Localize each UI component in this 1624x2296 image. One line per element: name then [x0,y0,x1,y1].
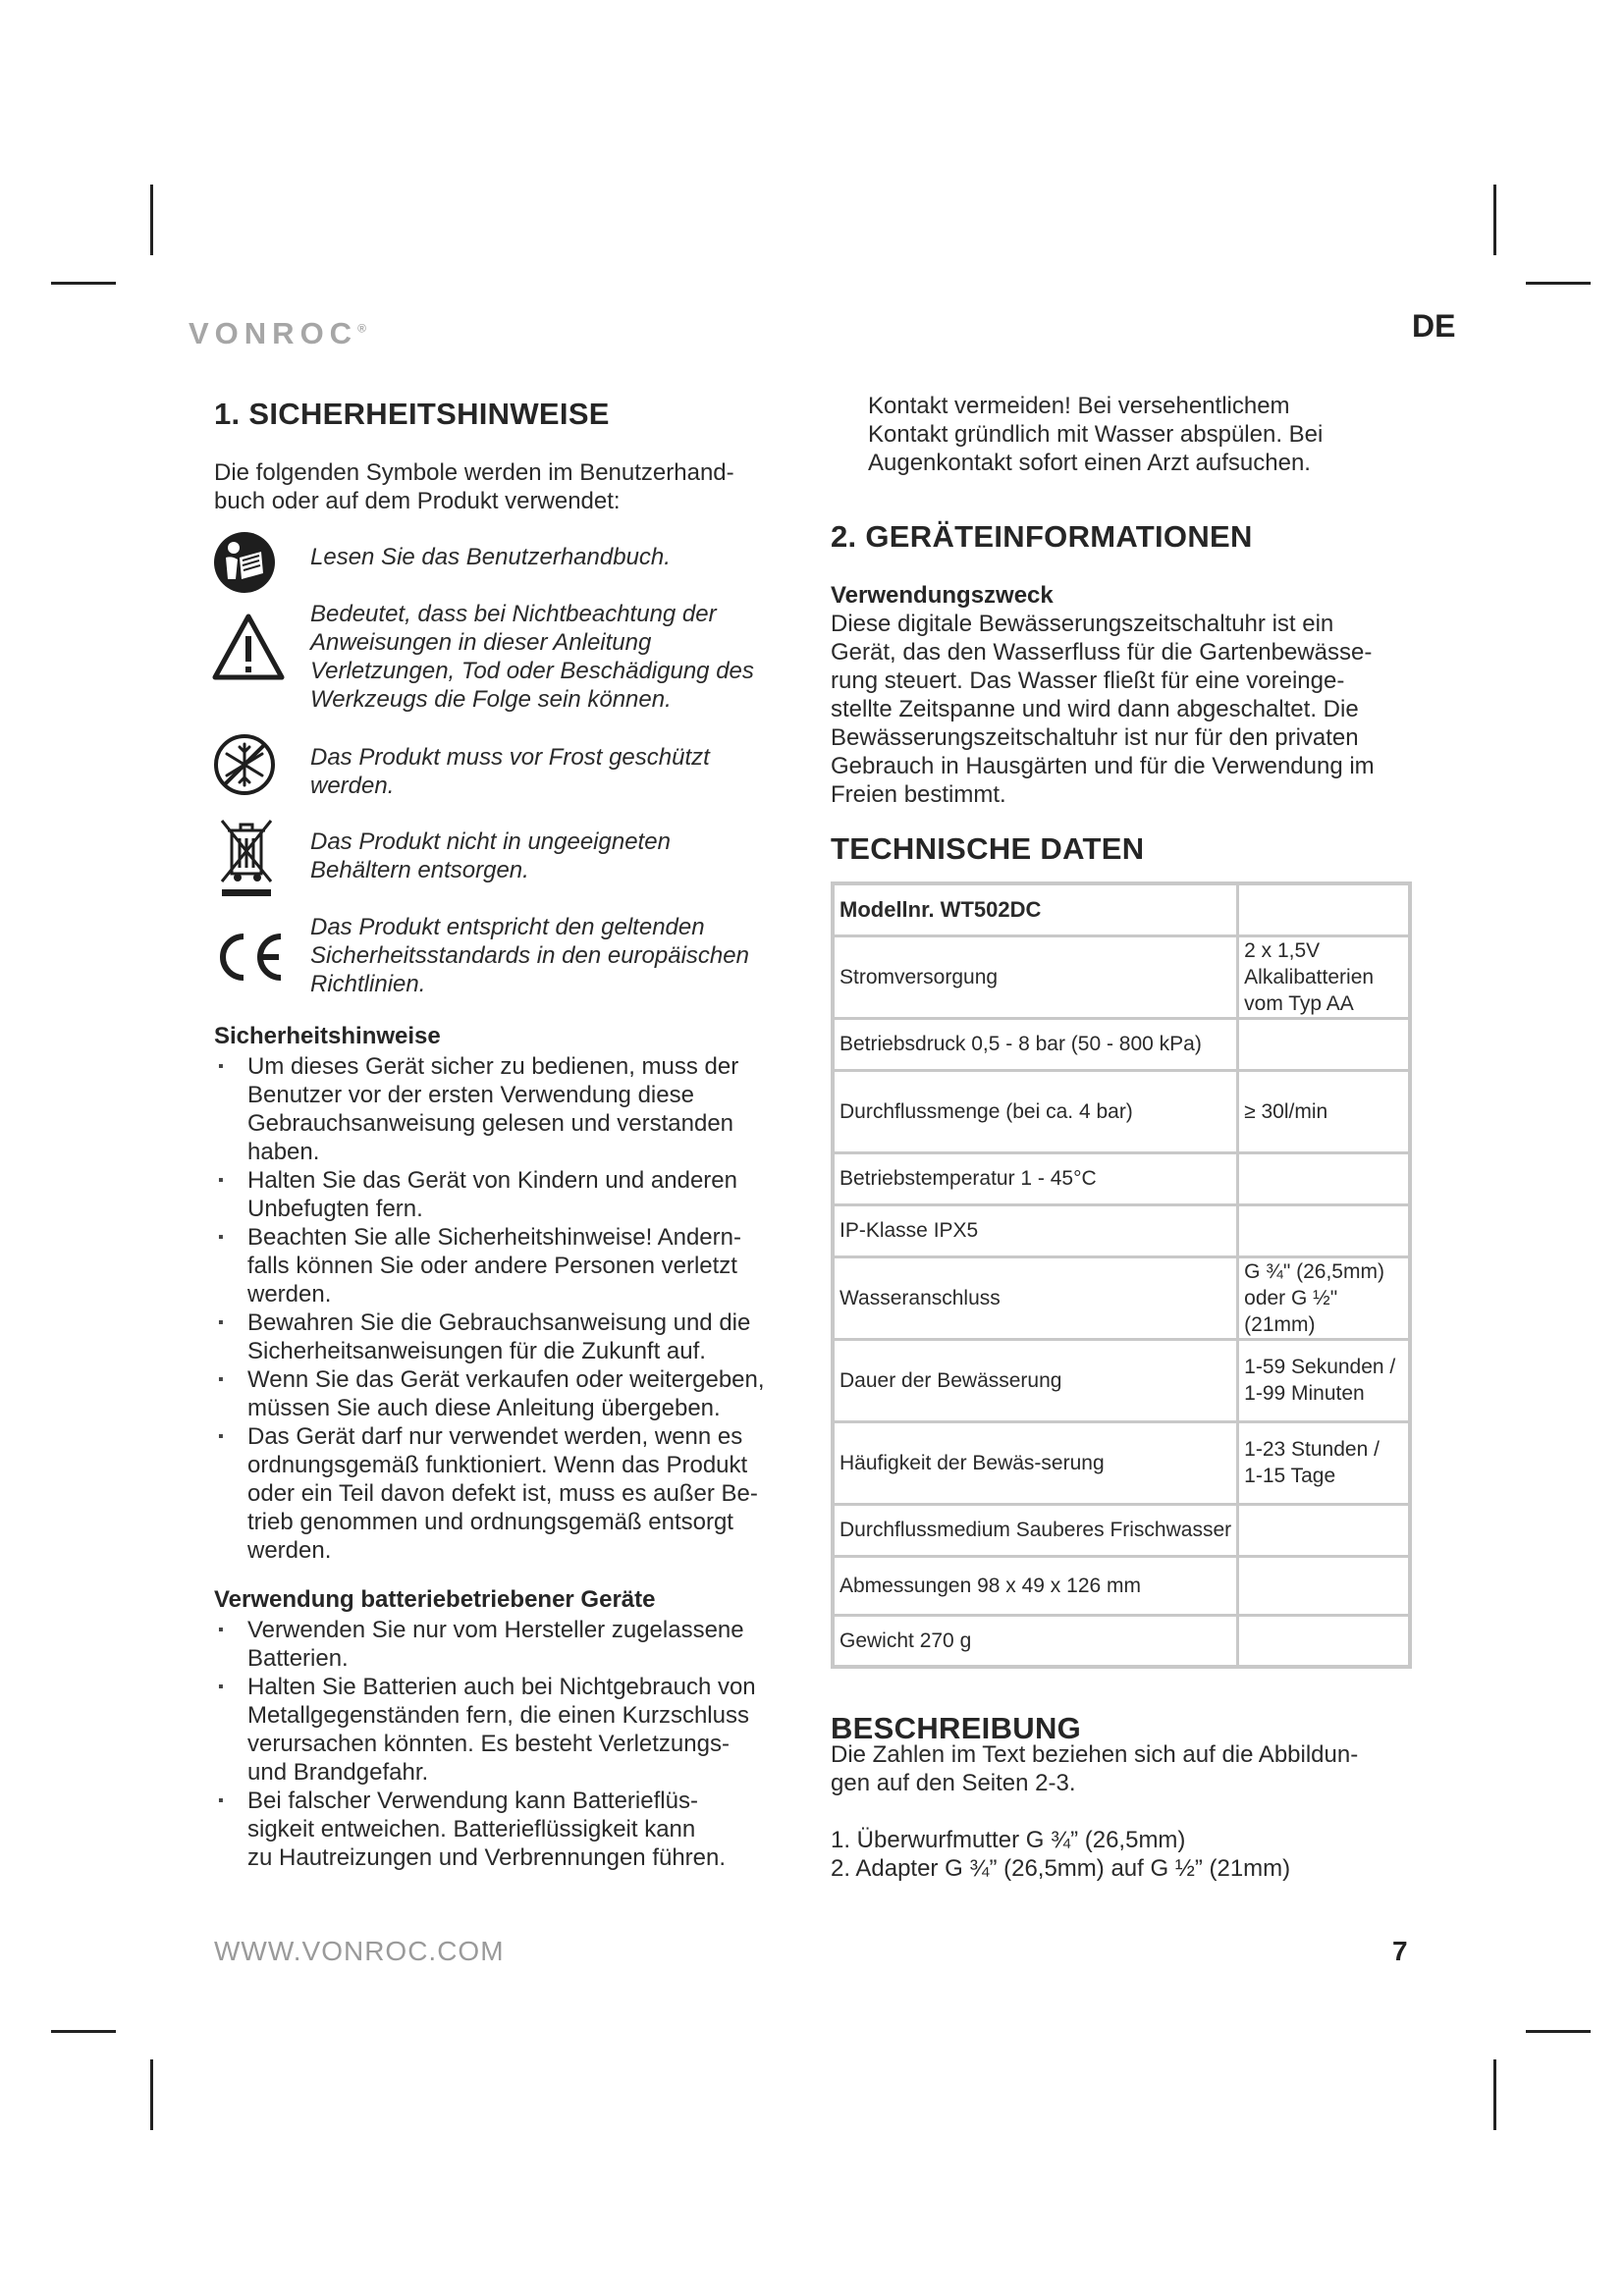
table-cell: Dauer der Bewässerung [833,1339,1238,1421]
table-row [833,1504,1410,1556]
table-cell: Abmessungen 98 x 49 x 126 mm [833,1556,1238,1615]
use-text: Diese digitale Bewässerungszeitschaltuhr ist ein Gerät, das den Wasserfluss für die Gartenbewässe- rung steuert. Das Wasser fließt für eine voreinge- stellte Zeitspanne und wird dann abgeschaltet. Die Bewässerungszeitschaltuhr ist nur für den privaten Gebrauch in Hausgärten und für die Verwendung im Freien bestimmt. [831,611,1375,808]
table-cell [1238,1152,1410,1204]
table-row [833,1152,1410,1204]
table-row [833,1070,1410,1152]
table-row [833,1339,1410,1421]
table-row [833,1256,1410,1339]
ce-mark-icon [214,931,287,984]
battery-list [214,1616,823,1872]
battery-heading: Verwendung batteriebetriebener Geräte [214,1586,656,1613]
table-cell [1238,883,1410,935]
safety-heading: Sicherheitshinweise [214,1023,441,1049]
table-row [833,1556,1410,1615]
symbol-text-ce: Das Produkt entspricht den geltenden Sicherheitsstandards in den europäischen Richtlinien. [310,914,749,997]
list-item: ▪ Wenn Sie das Gerät verkaufen oder weitergeben, müssen Sie auch diese Anleitung übergeben. [214,1365,823,1422]
table-cell [1238,1018,1410,1070]
symbol-text-disposal: Das Produkt nicht in ungeeigneten Behältern entsorgen. [310,828,671,883]
table-cell: Wasseranschluss [833,1256,1238,1339]
list-item: ▪ Um dieses Gerät sicher zu bedienen, muss der Benutzer vor der ersten Verwendung diese Gebrauchsanweisung gelesen und verstanden haben. [214,1052,823,1166]
table-cell: Durchflussmenge (bei ca. 4 bar) [833,1070,1238,1152]
list-item: ▪ Halten Sie Batterien auch bei Nichtgebrauch von Metallgegenständen fern, die einen Kurzschluss verursachen könnten. Es besteht Verletzungs- und Brandgefahr. [214,1673,823,1787]
footer-url[interactable]: WWW.VONROC.COM [214,1936,505,1966]
frost-protection-icon [212,732,277,797]
table-row [833,1204,1410,1256]
table-row [833,1421,1410,1504]
table-cell: ≥ 30l/min [1238,1070,1410,1152]
list-item: ▪ Bewahren Sie die Gebrauchsanweisung und die Sicherheitsanweisungen für die Zukunft auf. [214,1308,823,1365]
list-item: ▪ Verwenden Sie nur vom Hersteller zugelassene Batterien. [214,1616,823,1673]
table-cell: Gewicht 270 g [833,1615,1238,1667]
section1-heading: 1. SICHERHEITSHINWEISE [214,397,610,431]
warning-triangle-icon [212,613,285,681]
table-cell: IP-Klasse IPX5 [833,1204,1238,1256]
table-cell: G ¾" (26,5mm) oder G ½" (21mm) [1238,1256,1410,1339]
table-row [833,935,1410,1018]
section1-intro: Die folgenden Symbole werden im Benutzerhand- buch oder auf dem Produkt verwendet: [214,459,734,514]
symbol-text-manual: Lesen Sie das Benutzerhandbuch. [310,544,671,570]
list-item: 2. Adapter G ¾” (26,5mm) auf G ½” (21mm) [831,1855,1291,1882]
crop-mark [150,2059,153,2130]
table-cell: 1-59 Sekunden / 1-99 Minuten [1238,1339,1410,1421]
brand-logo: VONROC® [189,316,366,350]
crop-mark [51,2030,116,2033]
crop-mark [1493,185,1496,255]
safety-list [214,1052,823,1565]
table-row [833,1018,1410,1070]
table-row [833,1615,1410,1667]
symbol-text-frost: Das Produkt muss vor Frost geschützt werden. [310,744,710,799]
description-heading: BESCHREIBUNG [831,1711,1082,1745]
tech-table [831,881,1412,1669]
continuation-text: Kontakt vermeiden! Bei versehentlichem Kontakt gründlich mit Wasser abspülen. Bei Augenkontakt sofort einen Arzt aufsuchen. [868,393,1324,476]
table-cell: Betriebstemperatur 1 - 45°C [833,1152,1238,1204]
list-item: 1. Überwurfmutter G ¾” (26,5mm) [831,1827,1186,1853]
manual-icon [212,530,277,595]
table-row [833,883,1410,935]
table-cell: Stromversorgung [833,935,1238,1018]
table-cell: Betriebsdruck 0,5 - 8 bar (50 - 800 kPa) [833,1018,1238,1070]
section2-heading: 2. GERÄTEINFORMATIONEN [831,519,1253,554]
crop-mark [1526,282,1591,285]
table-cell: Durchflussmedium Sauberes Frischwasser [833,1504,1238,1556]
page-number: 7 [1392,1936,1408,1966]
crossed-bin-icon [218,817,275,897]
crop-mark [51,282,116,285]
table-cell: Modellnr. WT502DC [833,883,1238,935]
crop-mark [1526,2030,1591,2033]
crop-mark [150,185,153,255]
table-cell [1238,1504,1410,1556]
table-cell: 2 x 1,5V Alkalibatterien vom Typ AA [1238,935,1410,1018]
table-cell: Häufigkeit der Bewäs-serung [833,1421,1238,1504]
table-cell [1238,1556,1410,1615]
table-cell: 1-23 Stunden / 1-15 Tage [1238,1421,1410,1504]
language-label: DE [1412,308,1456,344]
crop-mark [1493,2059,1496,2130]
table-cell [1238,1615,1410,1667]
table-cell [1238,1204,1410,1256]
list-item: ▪ Beachten Sie alle Sicherheitshinweise! Andern- falls können Sie oder andere Personen verletzt werden. [214,1223,823,1308]
description-text: Die Zahlen im Text beziehen sich auf die Abbildun- gen auf den Seiten 2-3. [831,1741,1359,1796]
symbol-text-warning: Bedeutet, dass bei Nichtbeachtung der Anweisungen in dieser Anleitung Verletzungen, Tod oder Beschädigung des Werkzeugs die Folge sein können. [310,601,754,713]
list-item: ▪ Halten Sie das Gerät von Kindern und anderen Unbefugten fern. [214,1166,823,1223]
list-item: ▪ Bei falscher Verwendung kann Batterieflüs- sigkeit entweichen. Batterieflüssigkeit kann zu Hautreizungen und Verbrennungen führen. [214,1787,823,1872]
list-item: ▪ Das Gerät darf nur verwendet werden, wenn es ordnungsgemäß funktioniert. Wenn das Produkt oder ein Teil davon defekt ist, muss es außer Be- trieb genommen und ordnungsgemäß entsorgt werden. [214,1422,823,1565]
description-list [831,1826,1420,1883]
use-heading: Verwendungszweck [831,582,1054,609]
tech-heading: TECHNISCHE DATEN [831,831,1145,866]
